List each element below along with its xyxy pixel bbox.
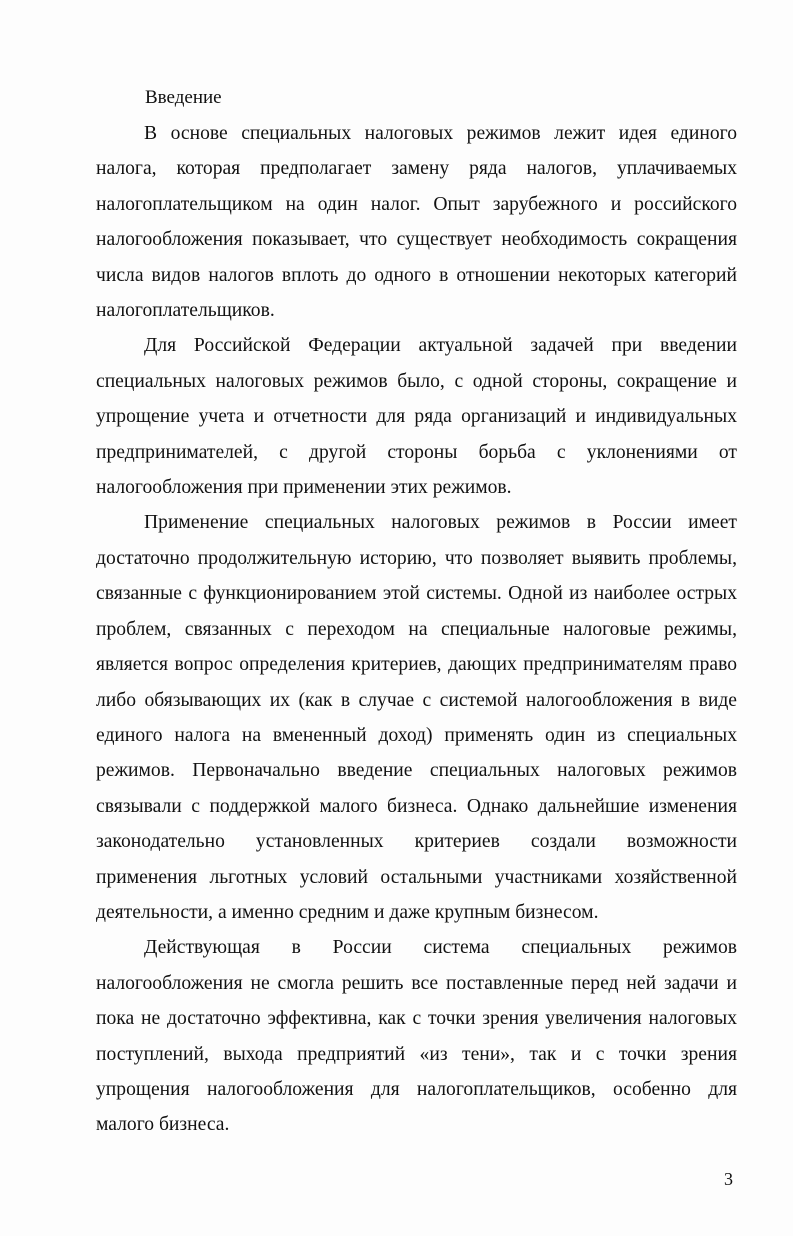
paragraph: Применение специальных налоговых режимов в России имеет достаточно продолжительную историю, что позволяет выявить проблемы, связанные с функционированием этой системы. Одной из наиболее острых проблем, связанных с переходом на специальные налоговые режимы, является вопрос определения критериев, дающих предпринимателям право либо обязывающих их (как в случае с системой налогообложения в виде единого налога на вмененный доход) применять один из специальных режимов. Первоначально введение специальных налоговых режимов связывали с поддержкой малого бизнеса. Однако дальнейшие изменения законодательно установленных критериев создали возможности применения льготных условий остальными участниками хозяйственной деятельности, а именно средним и даже крупным бизнесом. — [96, 512, 737, 923]
paragraph: Действующая в России система специальных режимов налогообложения не смогла решить все поставленные перед ней задачи и пока не достаточно эффективна, как с точки зрения увеличения налоговых поступлений, выхода предприятий «из тени», так и с точки зрения упрощения налогообложения для налогоплательщиков, особенно для малого бизнеса. — [96, 937, 737, 1136]
paragraph: Для Российской Федерации актуальной задачей при введении специальных налоговых режимов было, с одной стороны, сокращение и упрощение учета и отчетности для ряда организаций и индивидуальных предпринимателей, с другой стороны борьба с уклонениями от налогообложения при применении этих режимов. — [96, 335, 737, 499]
page-number: 3 — [724, 1169, 733, 1189]
paragraph: В основе специальных налоговых режимов лежит идея единого налога, которая предполагает замену ряда налогов, уплачиваемых налогоплательщиком на один налог. Опыт зарубежного и российского налогообложения показывает, что существует необходимость сокращения числа видов налогов вплоть до одного в отношении некоторых категорий налогоплательщиков. — [96, 123, 737, 322]
section-heading: Введение — [145, 87, 222, 108]
body-text — [96, 116, 737, 1143]
